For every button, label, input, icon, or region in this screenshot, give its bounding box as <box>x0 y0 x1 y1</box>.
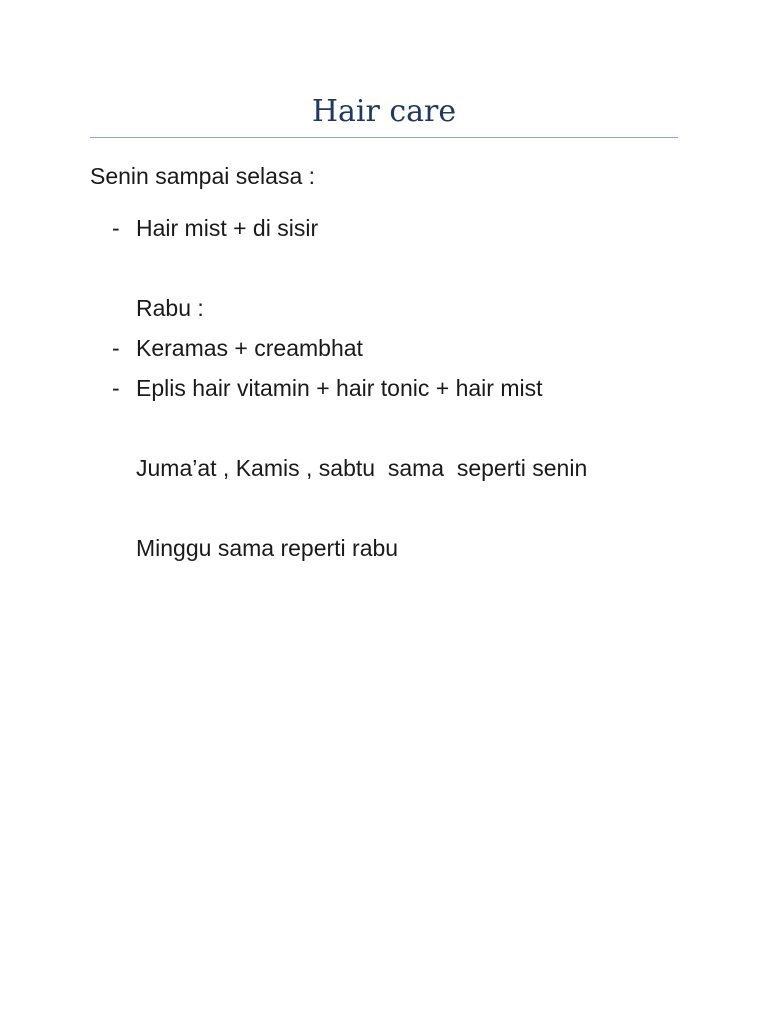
wednesday-heading: Rabu : <box>136 295 204 321</box>
list-item: Eplis hair vitamin + hair tonic + hair mist <box>136 375 543 401</box>
title-divider <box>90 137 678 138</box>
document-title: Hair care <box>311 94 457 129</box>
note-friday: Juma’at , Kamis , sabtu sama seperti senin <box>136 455 588 481</box>
bullet-marker: - <box>112 335 120 361</box>
bullet-marker: - <box>112 215 120 241</box>
bullet-marker: - <box>112 375 120 401</box>
note-sunday: Minggu sama reperti rabu <box>136 535 399 561</box>
intro-line: Senin sampai selasa : <box>90 163 316 189</box>
list-item: Hair mist + di sisir <box>136 215 319 241</box>
list-item: Keramas + creambhat <box>136 335 363 361</box>
